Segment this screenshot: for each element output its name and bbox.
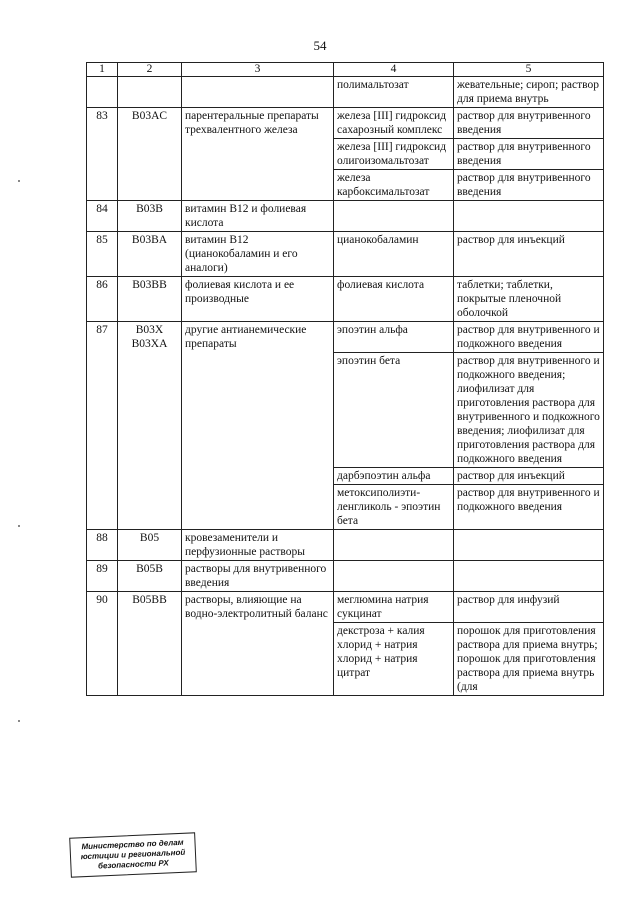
inn-cell: [334, 201, 454, 232]
dosage-form-cell: раствор для инфузий: [454, 592, 604, 623]
inn-cell: полимальтозат: [334, 77, 454, 108]
group-name-cell: фолиевая кислота и ее производные: [182, 277, 334, 322]
atc-code-cell: B05: [118, 530, 182, 561]
drug-table: [86, 62, 604, 696]
atc-code-cell: B03BA: [118, 232, 182, 277]
row-number-cell: 83: [87, 108, 118, 201]
dosage-form-cell: жевательные; сироп; раствор для приема внутрь: [454, 77, 604, 108]
row-number-cell: 85: [87, 232, 118, 277]
inn-cell: железа карбоксимальтозат: [334, 170, 454, 201]
atc-code-cell: B03X B03XA: [118, 322, 182, 530]
dosage-form-cell: [454, 530, 604, 561]
group-name-cell: кровезаменители и перфузионные растворы: [182, 530, 334, 561]
atc-code-cell: [118, 77, 182, 108]
stamp-line: безопасности РХ: [97, 858, 169, 871]
inn-cell: декстроза + калия хлорид + натрия хлорид + натрия цитрат: [334, 623, 454, 696]
dosage-form-cell: [454, 201, 604, 232]
page-number: 54: [313, 38, 327, 53]
inn-cell: фолиевая кислота: [334, 277, 454, 322]
table-row: [87, 277, 604, 322]
atc-code-cell: B03AC: [118, 108, 182, 201]
dosage-form-cell: раствор для внутривенного и подкожного введения; лиофилизат для приготовления раствора для внутривенного и подкожного введения; лиофилизат для приготовления раствора для подкожного введения: [454, 353, 604, 468]
dosage-form-cell: раствор для внутривенного введения: [454, 139, 604, 170]
dosage-form-cell: [454, 561, 604, 592]
row-number-cell: 84: [87, 201, 118, 232]
margin-mark: [18, 180, 20, 182]
table-row: [87, 201, 604, 232]
ministry-stamp: [69, 832, 197, 877]
column-number: 4: [334, 63, 454, 77]
inn-cell: эпоэтин альфа: [334, 322, 454, 353]
atc-code-cell: B03BB: [118, 277, 182, 322]
group-name-cell: парентеральные препараты трехвалентного железа: [182, 108, 334, 201]
table-row: [87, 232, 604, 277]
table-row: [87, 108, 604, 139]
inn-cell: [334, 561, 454, 592]
margin-mark: [18, 720, 20, 722]
row-number-cell: [87, 77, 118, 108]
dosage-form-cell: раствор для внутривенного и подкожного введения: [454, 322, 604, 353]
column-number-row: [87, 63, 604, 77]
row-number-cell: 87: [87, 322, 118, 530]
column-number: 1: [87, 63, 118, 77]
column-number: 3: [182, 63, 334, 77]
group-name-cell: витамин B12 и фолиевая кислота: [182, 201, 334, 232]
dosage-form-cell: раствор для инъекций: [454, 232, 604, 277]
inn-cell: железа [III] гидроксид олигоизомальтозат: [334, 139, 454, 170]
atc-code-cell: B05B: [118, 561, 182, 592]
group-name-cell: другие антианемические препараты: [182, 322, 334, 530]
table-row: [87, 530, 604, 561]
column-number: 5: [454, 63, 604, 77]
inn-cell: железа [III] гидроксид сахарозный комплекс: [334, 108, 454, 139]
group-name-cell: [182, 77, 334, 108]
inn-cell: эпоэтин бета: [334, 353, 454, 468]
inn-cell: метоксиполиэти-ленгликоль - эпоэтин бета: [334, 485, 454, 530]
inn-cell: меглюмина натрия сукцинат: [334, 592, 454, 623]
group-name-cell: витамин B12 (цианокобаламин и его аналоги): [182, 232, 334, 277]
group-name-cell: растворы, влияющие на водно-электролитный баланс: [182, 592, 334, 696]
atc-code-cell: B05BB: [118, 592, 182, 696]
stamp-line: юстиции и региональной: [80, 847, 186, 862]
table-row: [87, 561, 604, 592]
dosage-form-cell: раствор для инъекций: [454, 468, 604, 485]
dosage-form-cell: порошок для приготовления раствора для приема внутрь; порошок для приготовления раствора для приема внутрь (для: [454, 623, 604, 696]
dosage-form-cell: таблетки; таблетки, покрытые пленочной оболочкой: [454, 277, 604, 322]
stamp-line: Министерство по делам: [81, 837, 184, 852]
dosage-form-cell: раствор для внутривенного введения: [454, 170, 604, 201]
row-number-cell: 88: [87, 530, 118, 561]
table-row: [87, 77, 604, 108]
dosage-form-cell: раствор для внутривенного и подкожного введения: [454, 485, 604, 530]
row-number-cell: 90: [87, 592, 118, 696]
row-number-cell: 89: [87, 561, 118, 592]
atc-code-cell: B03B: [118, 201, 182, 232]
dosage-form-cell: раствор для внутривенного введения: [454, 108, 604, 139]
inn-cell: [334, 530, 454, 561]
inn-cell: цианокобаламин: [334, 232, 454, 277]
table-row: [87, 592, 604, 623]
group-name-cell: растворы для внутривенного введения: [182, 561, 334, 592]
margin-mark: [18, 525, 20, 527]
column-number: 2: [118, 63, 182, 77]
inn-cell: дарбэпоэтин альфа: [334, 468, 454, 485]
table-row: [87, 322, 604, 353]
row-number-cell: 86: [87, 277, 118, 322]
